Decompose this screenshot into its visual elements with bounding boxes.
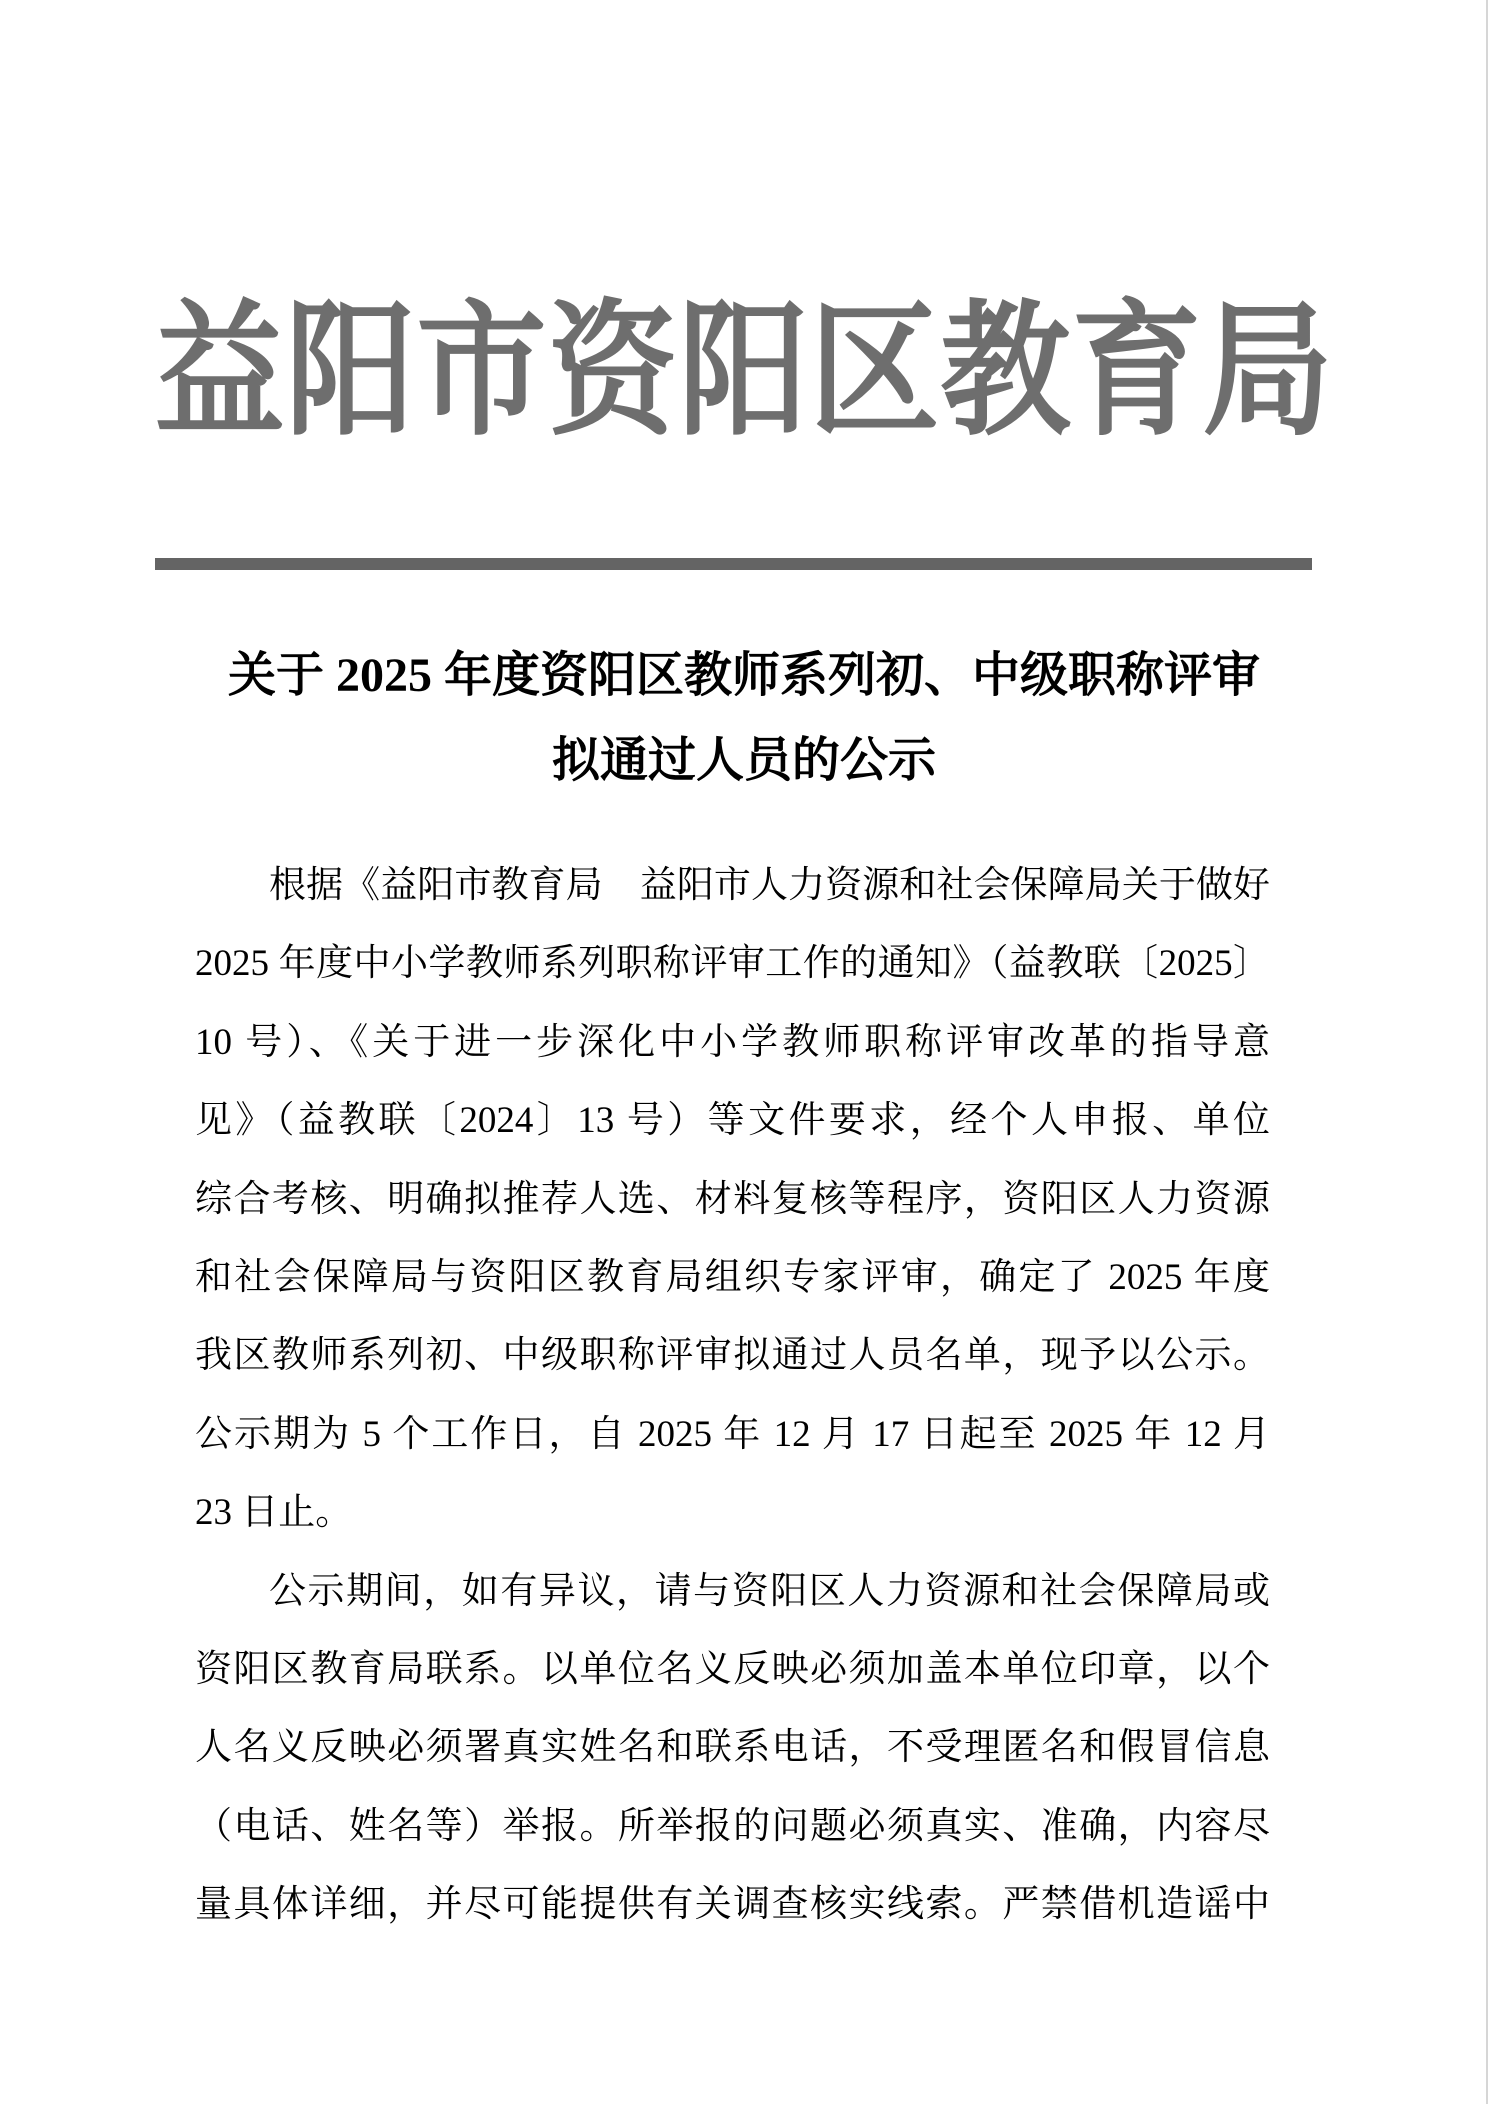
document-title-line1: 关于 2025 年度资阳区教师系列初、中级职称评审 <box>227 649 1260 702</box>
body-line: （电话、姓名等）举报。所举报的问题必须真实、准确，内容尽 <box>195 1805 1270 1847</box>
body-line: 资阳区教育局联系。以单位名义反映必须加盖本单位印章，以个 <box>195 1648 1270 1690</box>
body-line: 我区教师系列初、中级职称评审拟通过人员名单，现予以公示。 <box>195 1335 1270 1377</box>
body-line: 10 号）、《关于进一步深化中小学教师职称评审改革的指导意 <box>195 1021 1270 1063</box>
body-line: 见》（益教联〔2024〕13 号）等文件要求，经个人申报、单位 <box>195 1100 1270 1142</box>
letterhead-agency-name: 益阳市资阳区教育局 <box>154 292 1334 454</box>
body-line: 23 日止。 <box>195 1492 353 1534</box>
body-line: 和社会保障局与资阳区教育局组织专家评审，确定了 2025 年度 <box>195 1256 1270 1298</box>
document-title <box>90 633 1398 803</box>
body-line: 综合考核、明确拟推荐人选、材料复核等程序，资阳区人力资源 <box>195 1178 1270 1220</box>
body-line: 公示期间，如有异议，请与资阳区人力资源和社会保障局或 <box>269 1570 1270 1612</box>
body-line: 2025 年度中小学教师系列职称评审工作的通知》（益教联〔2025〕 <box>195 943 1270 985</box>
document-title-line2: 拟通过人员的公示 <box>551 734 936 787</box>
letterhead-divider-rule <box>155 558 1312 570</box>
body-line: 公示期为 5 个工作日，自 2025 年 12 月 17 日起至 2025 年 12 月 <box>195 1413 1270 1455</box>
body-line: 量具体详细，并尽可能提供有关调查核实线索。严禁借机造谣中 <box>195 1884 1270 1926</box>
body-line: 根据《益阳市教育局 益阳市人力资源和社会保障局关于做好 <box>269 865 1270 906</box>
document-body <box>195 847 1270 1944</box>
body-line: 人名义反映必须署真实姓名和联系电话，不受理匿名和假冒信息 <box>195 1727 1270 1769</box>
